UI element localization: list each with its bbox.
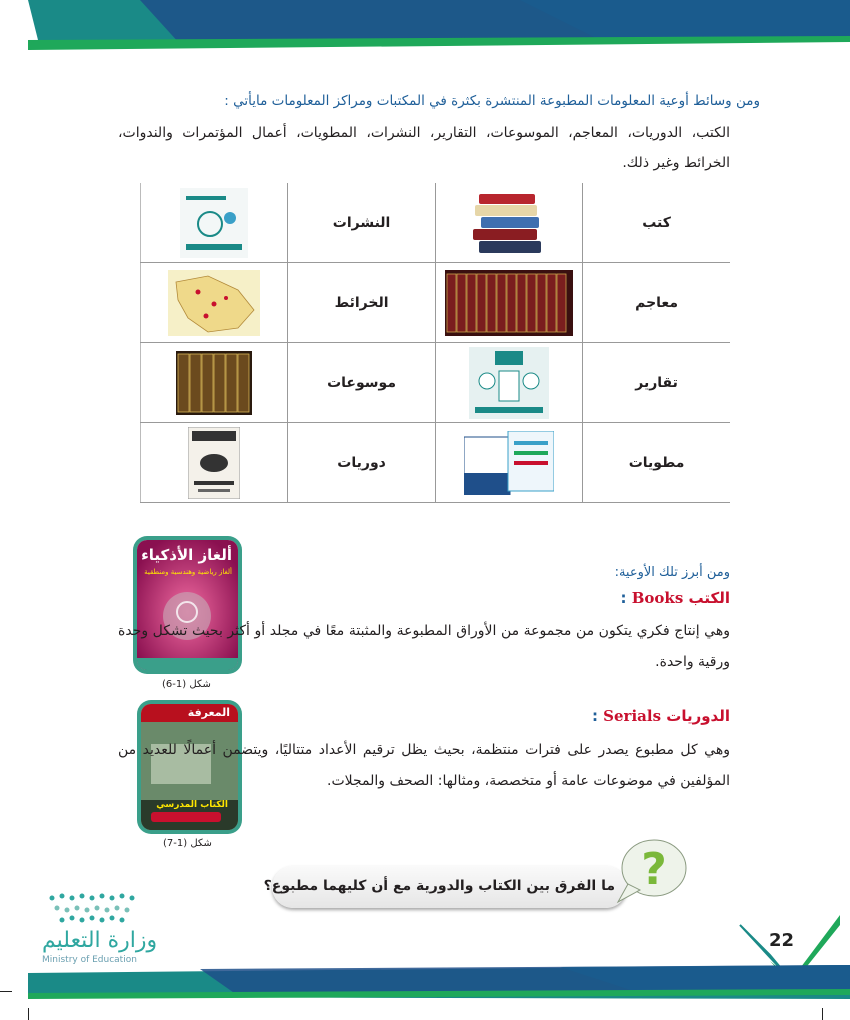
book-cover-title: ألغاز الأذكياء: [141, 546, 232, 564]
books-heading: [621, 589, 731, 607]
report-image: [469, 347, 549, 419]
table-cell-image: [435, 183, 582, 263]
table-row: [141, 263, 731, 343]
serials-heading-en: Serials: [603, 707, 662, 725]
svg-text:?: ?: [641, 844, 667, 895]
page-number: 22: [768, 930, 794, 951]
ministry-name-ar: وزارة التعليم: [42, 928, 158, 953]
table-cell-image: [435, 343, 582, 423]
books-paragraph: وهي إنتاج فكري يتكون من مجموعة من الأوراق المطبوعة والمثبتة معًا في مجلد أو أكثر بحيث تشكل وحدة ورقية واحدة.: [118, 623, 730, 670]
question-text: ما الفرق بين الكتاب والدورية مع أن كليهما مطبوع؟: [263, 878, 615, 894]
top-banner: [0, 0, 850, 55]
table-cell-label: مطويات: [583, 423, 730, 503]
table-cell-label: تقارير: [583, 343, 730, 423]
bulletin-image: [180, 188, 248, 258]
magazine-title: المعرفة: [187, 706, 230, 719]
discussion-question: [263, 866, 627, 908]
intro-body: الكتب، الدوريات، المعاجم، الموسوعات، التقارير، النشرات، المطويات، أعمال المؤتمرات والندوات، الخرائط وغير ذلك.: [118, 125, 730, 171]
table-row: [141, 183, 731, 263]
table-cell-label: دوريات: [288, 423, 435, 503]
serials-paragraph: وهي كل مطبوع يصدر على فترات منتظمة، بحيث يظل ترقيم الأعداد متتاليًا، ويتضمن أعمالًا للعديد من المؤلفين في موضوعات عامة أو متخصصة، ومثالها: الصحف والمجلات.: [118, 742, 730, 789]
encyclopedias-image: [176, 351, 252, 415]
table-row: [141, 343, 731, 423]
table-cell-image: [141, 183, 288, 263]
figure-caption: شكل (1-6): [162, 679, 211, 690]
books-heading-colon: :: [620, 589, 627, 607]
table-row: [141, 423, 731, 503]
table-cell-label: موسوعات: [288, 343, 435, 423]
table-cell-image: [141, 263, 288, 343]
periodical-image: [188, 427, 240, 499]
table-cell-label: النشرات: [288, 183, 435, 263]
brochures-image: [464, 431, 554, 495]
section-intro: ومن أبرز تلك الأوعية:: [614, 565, 730, 580]
book-cover-subtitle: ألغاز رياضية وهندسية ومنطقية: [144, 568, 232, 576]
serials-heading-colon: :: [591, 707, 598, 725]
figure-caption: شكل (1-7): [163, 838, 212, 849]
serials-heading-ar: الدوريات: [666, 707, 730, 725]
books-stack-image: [469, 190, 549, 256]
dictionaries-image: [445, 270, 573, 336]
map-image: [168, 270, 260, 336]
table-cell-image: [435, 263, 582, 343]
bottom-banner: [0, 965, 850, 1005]
table-cell-label: كتب: [583, 183, 730, 263]
magazine-subtitle: الكتاب المدرسي: [156, 800, 228, 810]
table-cell-label: معاجم: [583, 263, 730, 343]
serials-heading: [592, 707, 730, 725]
table-cell-label: الخرائط: [288, 263, 435, 343]
ministry-logo-icon: [44, 888, 144, 928]
media-types-table: [140, 183, 730, 503]
books-heading-en: Books: [631, 589, 684, 607]
intro-heading: ومن وسائط أوعية المعلومات المطبوعة المنتشرة بكثرة في المكتبات ومراكز المعلومات مايأتي :: [224, 93, 760, 109]
table-cell-image: [141, 343, 288, 423]
question-mark-icon: [614, 836, 688, 906]
table-cell-image: [435, 423, 582, 503]
table-cell-image: [141, 423, 288, 503]
books-heading-ar: الكتب: [688, 589, 730, 607]
ministry-name-en: Ministry of Education: [42, 955, 137, 965]
